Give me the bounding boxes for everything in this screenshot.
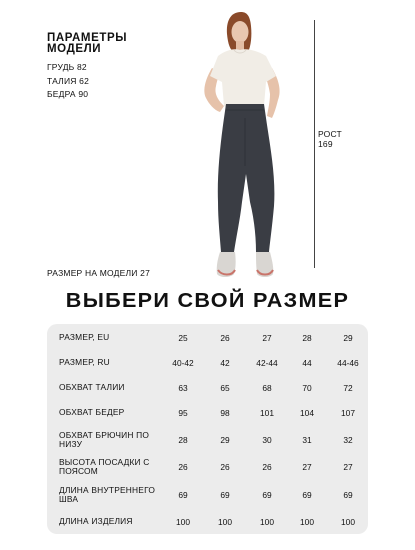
table-cell: 63 (178, 383, 188, 393)
table-row (47, 400, 368, 426)
table-cell: 100 (260, 517, 274, 527)
table-row (47, 509, 368, 535)
param-bust: ГРУДЬ 82 (47, 62, 87, 72)
table-cell: 42 (220, 358, 230, 368)
table-cell: 100 (176, 517, 190, 527)
table-cell: 29 (343, 333, 353, 343)
row-label: ОБХВАТ БРЮЧИН ПО НИЗУ (59, 429, 150, 449)
table-cell: 72 (343, 383, 353, 393)
row-label: ОБХВАТ ТАЛИИ (59, 382, 125, 393)
table-row (47, 427, 368, 453)
table-cell: 69 (343, 490, 353, 500)
table-cell: 107 (341, 408, 355, 418)
table-cell: 95 (178, 408, 188, 418)
table-cell: 26 (220, 333, 230, 343)
row-label: ВЫСОТА ПОСАДКИ С ПОЯСОМ (59, 456, 150, 476)
table-cell: 26 (220, 462, 230, 472)
table-cell: 69 (178, 490, 188, 500)
table-cell: 44 (302, 358, 312, 368)
model-params-title: ПАРАМЕТРЫ МОДЕЛИ (47, 32, 128, 55)
height-marker-line (314, 20, 315, 268)
table-cell: 42-44 (256, 358, 278, 368)
table-row (47, 350, 368, 376)
table-cell: 31 (302, 435, 312, 445)
table-cell: 27 (343, 462, 353, 472)
row-label: РАЗМЕР, EU (59, 332, 110, 343)
table-row (47, 454, 368, 480)
size-table (47, 324, 368, 534)
table-cell: 28 (178, 435, 188, 445)
table-cell: 40-42 (172, 358, 194, 368)
table-row (47, 325, 368, 351)
table-cell: 104 (300, 408, 314, 418)
table-cell: 69 (220, 490, 230, 500)
table-cell: 65 (220, 383, 230, 393)
row-label: РАЗМЕР, RU (59, 357, 110, 368)
table-cell: 101 (260, 408, 274, 418)
model-size-label: РАЗМЕР НА МОДЕЛИ 27 (47, 268, 150, 278)
table-cell: 68 (262, 383, 272, 393)
table-cell: 69 (302, 490, 312, 500)
table-row (47, 375, 368, 401)
model-params-list (47, 61, 89, 102)
row-label: ДЛИНА ВНУТРЕННЕГО ШВА (59, 484, 156, 504)
table-cell: 26 (178, 462, 188, 472)
table-cell: 32 (343, 435, 353, 445)
table-cell: 70 (302, 383, 312, 393)
table-cell: 27 (262, 333, 272, 343)
model-photo (190, 6, 300, 282)
table-cell: 30 (262, 435, 272, 445)
table-cell: 44-46 (337, 358, 359, 368)
table-cell: 26 (262, 462, 272, 472)
table-cell: 25 (178, 333, 188, 343)
param-hips: БЕДРА 90 (47, 89, 89, 99)
table-cell: 100 (218, 517, 232, 527)
row-label: ОБХВАТ БЕДЕР (59, 407, 125, 418)
table-cell: 98 (220, 408, 230, 418)
table-cell: 27 (302, 462, 312, 472)
size-chart-heading: ВЫБЕРИ СВОЙ РАЗМЕР (65, 290, 350, 312)
table-row (47, 482, 368, 508)
table-cell: 69 (262, 490, 272, 500)
table-cell: 28 (302, 333, 312, 343)
model-height-label: РОСТ 169 (318, 129, 342, 149)
table-cell: 100 (300, 517, 314, 527)
param-waist: ТАЛИЯ 62 (47, 75, 90, 86)
table-cell: 29 (220, 435, 230, 445)
row-label: ДЛИНА ИЗДЕЛИЯ (59, 516, 133, 527)
table-cell: 100 (341, 517, 355, 527)
